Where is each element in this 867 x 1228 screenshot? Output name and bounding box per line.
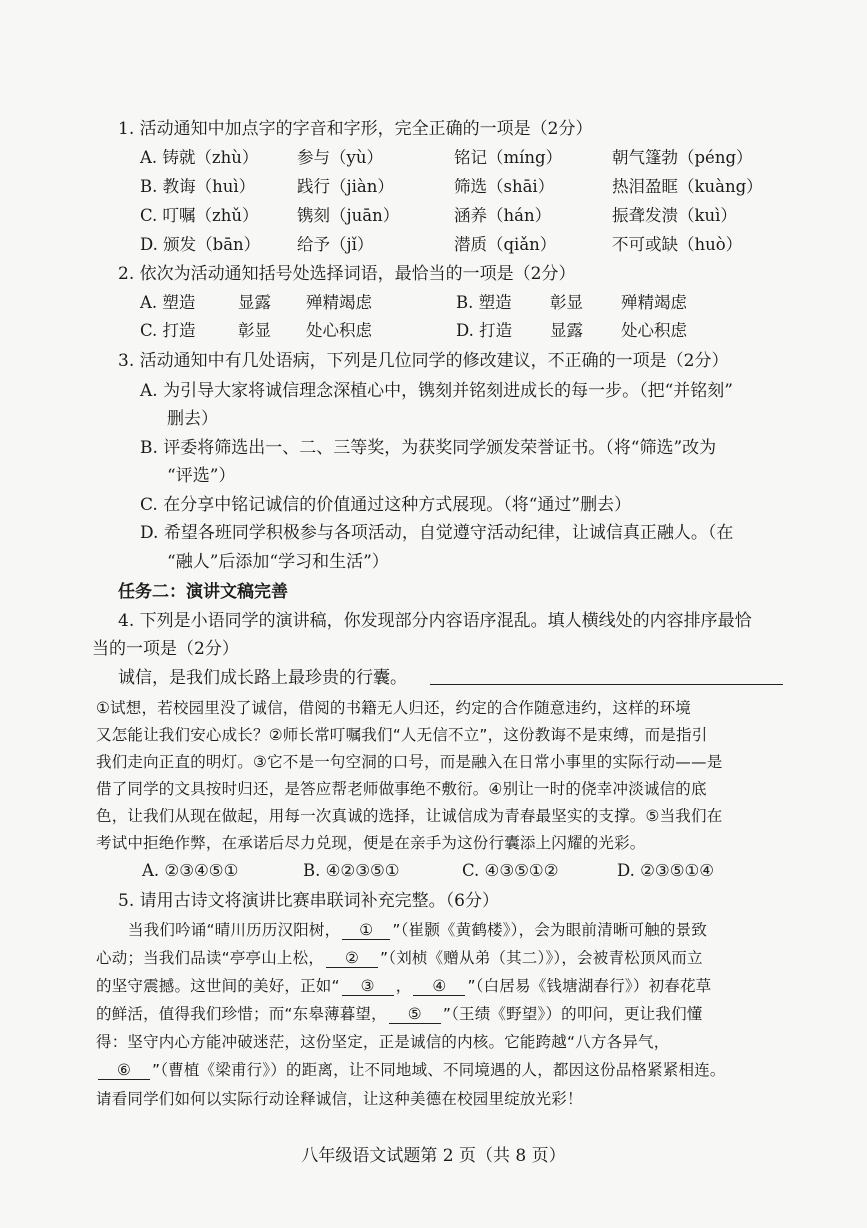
q4-option-b: B. ④②③⑤① [303,861,400,880]
q2-stem: 2. 依次为活动通知括号处选择词语，最恰当的一项是（2分） [118,264,576,284]
page-footer: 八年级语文试题第 2 页（共 8 页） [301,1146,566,1166]
q4-option-d: D. ②③⑤①④ [617,861,715,880]
q5-stem: 5. 请用古诗文将演讲比赛串联词补充完整。（6分） [118,891,499,911]
q5-blank-2[interactable]: ② [326,949,378,968]
q1-a3: 铭记（míng） [454,148,563,167]
q3-option-line: “评选”） [167,466,236,486]
q1-b2: 践行（jiàn） [297,177,394,196]
q3-option-line: D. 希望各班同学积极参与各项活动，自觉遵守活动纪律，让诚信真正融人。（在 [140,523,734,543]
q3-stem: 3. 活动通知中有几处语病，下列是几位同学的修改建议，不正确的一项是（2分） [118,351,729,371]
q3-option-line: “融人”后添加“学习和生活”） [167,552,389,572]
task2-heading: 任务二：演讲文稿完善 [118,582,288,602]
q1-a2: 参与（yù） [297,148,383,167]
q4-passage-line: 我们走向正直的明灯。③它不是一句空洞的口号，而是融入在日常小事里的实际行动——是 [96,753,723,771]
q1-d4: 不可或缺（huò） [612,235,743,254]
q4-stem-line: 4. 下列是小语同学的演讲稿，你发现部分内容语序混乱。填人横线处的内容排序最恰 [118,611,752,631]
q1-c3: 涵养（hán） [454,206,552,225]
q2-a2: 显露 [238,293,271,312]
q4-passage-line: 色，让我们从现在做起，用每一次真诚的选择，让诚信成为青春最坚实的支撑。⑤当我们在 [96,807,723,825]
q4-option-c: C. ④③⑤①② [462,861,559,880]
q5-blank-6[interactable]: ⑥ [98,1061,150,1080]
q5-blank-1[interactable]: ① [342,921,390,940]
q5-blank-3[interactable]: ③ [342,977,394,996]
q1-b1: B. 教诲（huì） [140,177,256,196]
q1-b3: 筛选（shāi） [454,177,555,196]
q4-answer-line [430,684,783,685]
q5-line-1: 当我们吟诵“晴川历历汉阳树， ① ”（崔颢《黄鹤楼》），会为眼前清晰可触的景致 [128,921,708,939]
q5-line-3: 的坚守震撼。这世间的美好，正如“ ③ ， ④ ”（白居易《钱塘湖春行》）初春花草 [96,977,712,995]
q1-c1: C. 叮嘱（zhǔ） [140,206,259,225]
q2-a3: 殚精竭虑 [306,293,372,312]
q2-d1: D. 打造 [456,321,513,340]
q5-line-6: ⑥ ”（曹植《梁甫行》）的距离，让不同地域、不同境遇的人，都因这份品格紧紧相连。 [96,1059,726,1081]
q2-b3: 殚精竭虑 [621,293,687,312]
q1-d1: D. 颁发（bān） [140,235,261,254]
q2-c2: 彰显 [238,321,271,340]
q3-option-line: C. 在分享中铭记诚信的价值通过这种方式展现。（将“通过”删去） [140,495,632,515]
q2-b1: B. 塑造 [456,293,512,312]
q1-d3: 潜质（qiǎn） [454,235,557,254]
q4-lead-sentence: 诚信，是我们成长路上最珍贵的行囊。 [118,668,407,688]
q1-a4: 朝气篷勃（péng） [612,148,753,167]
q5-blank-5[interactable]: ⑤ [389,1005,441,1024]
q3-option-line: B. 评委将筛选出一、二、三等奖，为获奖同学颁发荣誉证书。（将“筛选”改为 [140,438,717,458]
q2-a1: A. 塑造 [140,293,196,312]
q3-option-line: 删去） [167,409,218,429]
q4-passage-line: 又怎能让我们安心成长？②师长常叮嘱我们“人无信不立”，这份教诲不是束缚，而是指引 [96,726,708,744]
q5-line-5: 得：坚守内心方能冲破迷茫，这份坚定，正是诚信的内核。它能跨越“八方各异气， [96,1033,670,1051]
q2-b2: 彰显 [550,293,583,312]
q5-line-2: 心动；当我们品读“亭亭山上松， ② ”（刘桢《赠从弟（其二）》），会被青松顶风而立 [96,949,703,967]
q2-c1: C. 打造 [140,321,196,340]
q1-b4: 热泪盈眶（kuàng） [612,177,763,196]
q4-passage-line: ①试想，若校园里没了诚信，借阅的书籍无人归还，约定的合作随意违约，这样的环境 [96,699,691,717]
q2-d2: 显露 [550,321,583,340]
q4-option-a: A. ②③④⑤① [142,861,239,880]
q5-line-7: 请看同学们如何以实际行动诠释诚信，让这种美德在校园里绽放光彩！ [96,1090,583,1108]
q2-c3: 处心积虑 [306,321,372,340]
q5-blank-4[interactable]: ④ [413,977,465,996]
q2-d3: 处心积虑 [621,321,687,340]
q1-c4: 振聋发溃（kuì） [612,206,737,225]
q1-d2: 给予（jǐ） [297,235,374,254]
q3-option-line: A. 为引导大家将诚信理念深植心中，镌刻并铭刻进成长的每一步。（把“并铭刻” [140,381,733,401]
q1-c2: 镌刻（juān） [297,206,400,225]
q4-passage-line: 考试中拒绝作弊，在承诺后尽力兑现，便是在亲手为这份行囊添上闪耀的光彩。 [96,834,646,852]
q5-line-4: 的鲜活，值得我们珍惜；而“东皋薄暮望， ⑤ ”（王绩《野望》）的叩问，更让我们懂 [96,1005,703,1023]
q4-passage-line: 借了同学的文具按时归还，是答应帮老师做事绝不敷衍。④别让一时的侥幸冲淡诚信的底 [96,780,707,798]
q4-stem-line: 当的一项是（2分） [92,639,239,659]
q1-stem: 1. 活动通知中加点字的字音和字形，完全正确的一项是（2分） [118,119,593,139]
q1-a1: A. 铸就（zhù） [140,148,259,167]
